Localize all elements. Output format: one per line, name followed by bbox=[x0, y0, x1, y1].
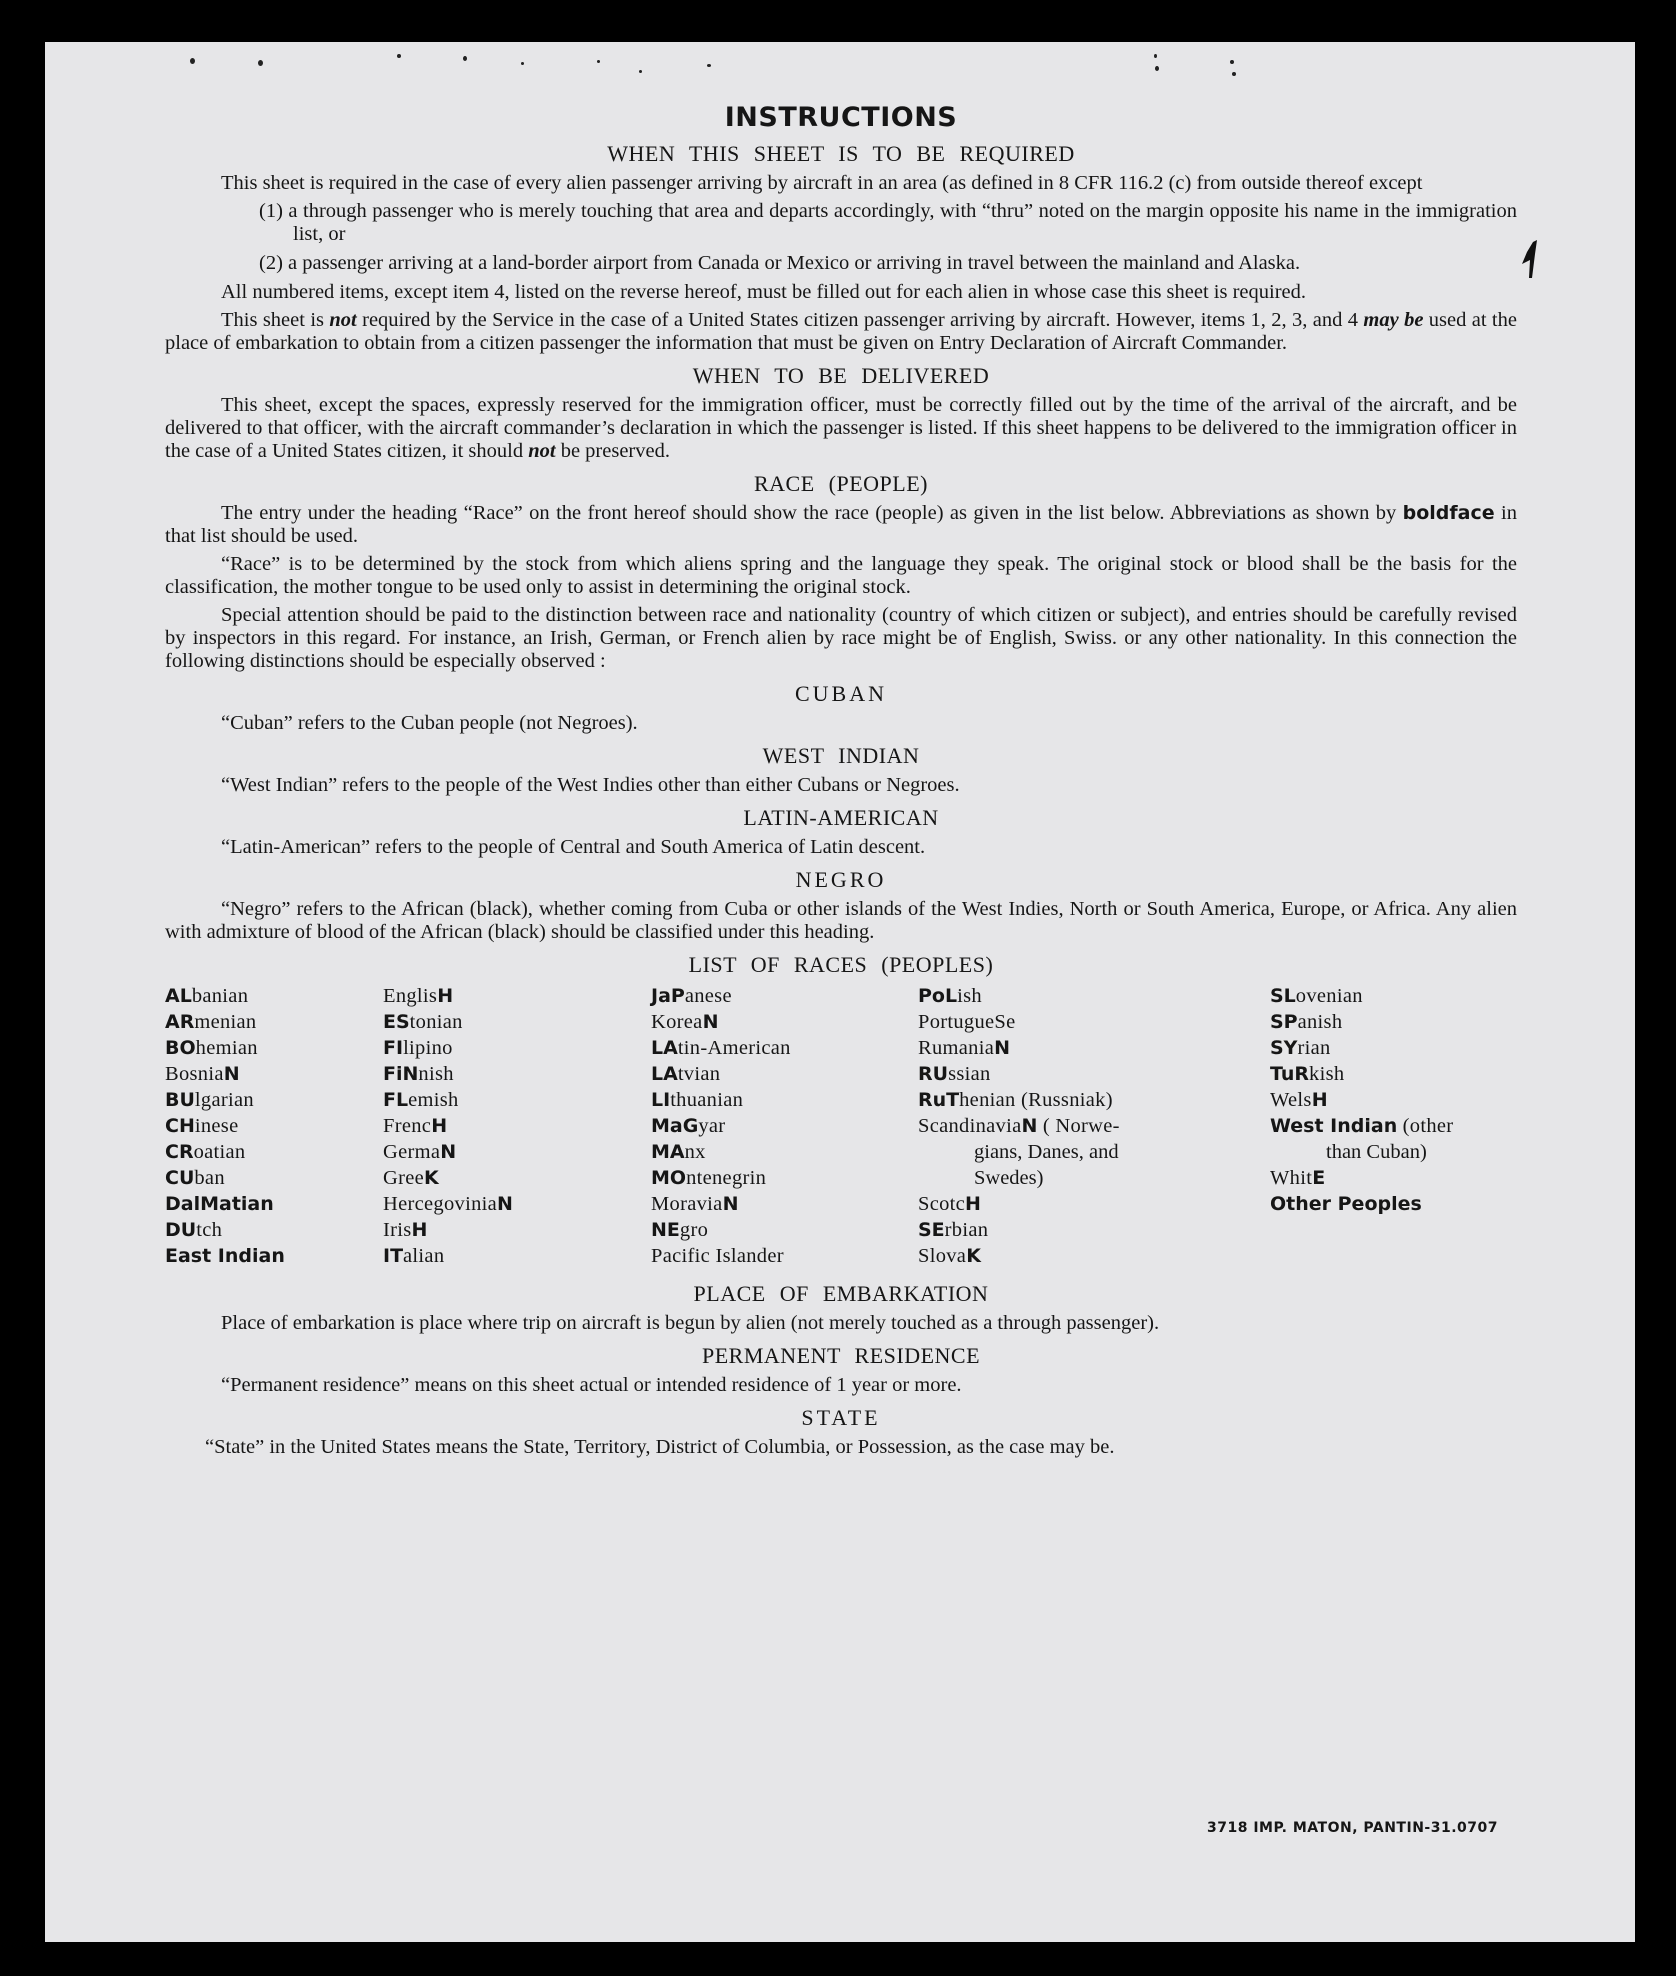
negro-definition: “Negro” refers to the African (black), whether coming from Cuba or other islands of the West Indies, North or South America, Europe, or Africa. Any alien with admixture of blood of the African (black) should be classified under this heading. bbox=[165, 898, 1517, 943]
race-abbreviation: BU bbox=[165, 1089, 195, 1111]
race-abbreviation: JaP bbox=[651, 985, 685, 1007]
race-abbreviation: East Indian bbox=[165, 1245, 285, 1267]
race-abbreviation: LA bbox=[651, 1037, 678, 1059]
race-entry bbox=[383, 1061, 513, 1087]
citizen-text-c: used at the place of embarkation to obtain from a citizen passenger the information that must be given on Entry Declaration of Aircraft Commander. bbox=[165, 309, 1517, 354]
numbered-items-paragraph: All numbered items, except item 4, listed on the reverse hereof, must be filled out for each alien in whose case this sheet is required. bbox=[221, 281, 1307, 303]
race-abbreviation: FiN bbox=[383, 1063, 419, 1085]
race-entry bbox=[165, 1087, 285, 1113]
race-abbreviation: RU bbox=[918, 1063, 949, 1085]
race-entry-continuation: Swedes) bbox=[974, 1167, 1044, 1189]
race-abbreviation: AR bbox=[165, 1011, 195, 1033]
race-abbreviation: TuR bbox=[1270, 1063, 1310, 1085]
required-intro: This sheet is required in the case of every alien passenger arriving by aircraft in an area (as defined in 8 CFR 116.2 (c) from outside thereof except bbox=[221, 172, 1423, 194]
scan-speck bbox=[1155, 66, 1159, 71]
race-name-text: Moravia bbox=[651, 1193, 723, 1215]
west-indian-definition: “West Indian” refers to the people of the West Indies other than either Cubans or Negroes. bbox=[221, 774, 960, 796]
race-entry bbox=[165, 1191, 285, 1217]
race-entry bbox=[165, 983, 285, 1009]
scan-speck bbox=[639, 70, 642, 73]
race-abbreviation: MA bbox=[651, 1141, 685, 1163]
race-entry bbox=[918, 983, 1120, 1009]
race-entry bbox=[651, 1113, 791, 1139]
race-abbreviation: H bbox=[411, 1219, 428, 1241]
required-exception-1: (1) a through passenger who is merely touching that area and departs accordingly, with “thru” noted on the margin opposite his name in the immigration list, or bbox=[259, 200, 1517, 245]
scan-speck bbox=[463, 56, 467, 61]
race-name-text: oatian bbox=[193, 1141, 246, 1163]
race-entry bbox=[918, 1061, 1120, 1087]
race-name-text: anese bbox=[684, 985, 732, 1007]
race-entry bbox=[918, 1113, 1120, 1139]
race-entry bbox=[165, 1113, 285, 1139]
race-abbreviation: DalMatian bbox=[165, 1193, 274, 1215]
race-p1-text-a: The entry under the heading “Race” on the front hereof should show the race (people) as given in the list below. Abbreviations as shown by bbox=[221, 502, 1403, 524]
race-name-text: ban bbox=[194, 1167, 225, 1189]
race-entry bbox=[918, 1087, 1120, 1113]
scan-speck bbox=[1154, 54, 1157, 58]
race-name-text: ntenegrin bbox=[686, 1167, 767, 1189]
race-abbreviation: K bbox=[966, 1245, 981, 1267]
race-abbreviation: H bbox=[431, 1115, 448, 1137]
race-entry bbox=[651, 1061, 791, 1087]
section-heading-when-required: WHEN THIS SHEET IS TO BE REQUIRED bbox=[607, 141, 1075, 166]
scan-speck bbox=[521, 62, 524, 65]
race-name-text: anish bbox=[1297, 1011, 1343, 1033]
race-abbreviation: N bbox=[722, 1193, 739, 1215]
race-name-text: lipino bbox=[403, 1037, 453, 1059]
race-entry bbox=[651, 983, 791, 1009]
race-abbreviation: Other Peoples bbox=[1270, 1193, 1422, 1215]
race-entry bbox=[1270, 1165, 1453, 1191]
race-abbreviation: FL bbox=[383, 1089, 409, 1111]
race-abbreviation: SP bbox=[1270, 1011, 1298, 1033]
race-p1-text-b: in that list should be used. bbox=[165, 502, 1517, 547]
race-abbreviation: RuT bbox=[918, 1089, 960, 1111]
race-abbreviation: MaG bbox=[651, 1115, 699, 1137]
race-abbreviation: CR bbox=[165, 1141, 194, 1163]
race-abbreviation: N bbox=[497, 1193, 513, 1215]
race-name-text: lgarian bbox=[194, 1089, 254, 1111]
race-abbreviation: N bbox=[994, 1037, 1011, 1059]
latin-american-definition: “Latin-American” refers to the people of Central and South America of Latin descent. bbox=[221, 836, 926, 858]
citizen-emphasis-may-be: may be bbox=[1363, 309, 1424, 331]
race-entry bbox=[383, 983, 513, 1009]
scan-speck bbox=[707, 64, 711, 67]
race-entry bbox=[1270, 1035, 1453, 1061]
race-abbreviation: ES bbox=[383, 1011, 410, 1033]
race-entry bbox=[1270, 983, 1453, 1009]
race-abbreviation: LI bbox=[651, 1089, 671, 1111]
race-abbreviation: LA bbox=[651, 1063, 678, 1085]
race-entry bbox=[1270, 1087, 1453, 1113]
race-name-text: kish bbox=[1309, 1063, 1345, 1085]
races-list-heading: LIST OF RACES (PEOPLES) bbox=[688, 952, 994, 977]
scan-speck bbox=[258, 60, 263, 66]
required-exception-2: (2) a passenger arriving at a land-border airport from Canada or Mexico or arriving in travel between the mainland and Alaska. bbox=[259, 252, 1301, 274]
race-name-text: nx bbox=[684, 1141, 706, 1163]
delivered-text-b: be preserved. bbox=[555, 440, 670, 462]
scan-speck bbox=[1230, 60, 1234, 64]
race-entry bbox=[383, 1191, 513, 1217]
race-name-text: ovenian bbox=[1295, 985, 1363, 1007]
race-name-text: nish bbox=[418, 1063, 454, 1085]
document-page bbox=[45, 42, 1635, 1942]
race-abbreviation: SL bbox=[1270, 985, 1296, 1007]
race-name-text: Englis bbox=[383, 985, 438, 1007]
race-entry bbox=[165, 1243, 285, 1269]
race-abbreviation: BO bbox=[165, 1037, 196, 1059]
race-entry bbox=[383, 1009, 513, 1035]
race-abbreviation: West Indian bbox=[1270, 1115, 1398, 1137]
race-abbreviation: CH bbox=[165, 1115, 195, 1137]
embarkation-definition: Place of embarkation is place where trip on aircraft is begun by alien (not merely touched as a through passenger). bbox=[221, 1312, 1160, 1334]
race-paragraph-2: “Race” is to be determined by the stock from which aliens spring and the language they speak. The original stock or blood shall be the basis for the classification, the mother tongue to be used only to assist in determining the original stock. bbox=[165, 553, 1517, 598]
race-name-text: tch bbox=[196, 1219, 223, 1241]
scan-speck bbox=[1232, 72, 1236, 76]
race-entry bbox=[1270, 1061, 1453, 1087]
print-code: 3718 IMP. MATON, PANTIN-31.0707 bbox=[1207, 1820, 1498, 1836]
race-name-text: Korea bbox=[651, 1011, 703, 1033]
delivered-text-a: This sheet, except the spaces, expressly reserved for the immigration officer, must be correctly filled out by the time of the arrival of the aircraft, and be delivered to that officer, with the aircraft commander’s declaration in which the passenger is listed. If this sheet happens to be delivered to the immigration officer in the case of a United States citizen, it should bbox=[165, 394, 1517, 462]
race-abbreviation: AL bbox=[165, 985, 192, 1007]
race-abbreviation: K bbox=[424, 1167, 439, 1189]
race-entry bbox=[165, 1139, 285, 1165]
race-name-text: Whit bbox=[1270, 1167, 1313, 1189]
citizen-text-b: required by the Service in the case of a United States citizen passenger arriving by aircraft. However, items 1, 2, 3, and 4 bbox=[356, 309, 1364, 331]
race-entry bbox=[383, 1113, 513, 1139]
race-name-text: tvian bbox=[677, 1063, 721, 1085]
race-abbreviation: H bbox=[1311, 1089, 1328, 1111]
delivered-emphasis-not: not bbox=[528, 440, 556, 462]
race-abbreviation: MO bbox=[651, 1167, 687, 1189]
race-name-text: (other bbox=[1397, 1115, 1454, 1137]
race-abbreviation: PoL bbox=[918, 985, 958, 1007]
race-entry bbox=[1270, 1009, 1453, 1035]
section-heading-race: RACE (PEOPLE) bbox=[754, 471, 928, 496]
race-name-text: Rumania bbox=[918, 1037, 995, 1059]
section-heading-embarkation: PLACE OF EMBARKATION bbox=[693, 1281, 989, 1306]
race-name-text: Slova bbox=[918, 1245, 967, 1267]
race-name-text: yar bbox=[698, 1115, 726, 1137]
races-column-1 bbox=[165, 983, 285, 1269]
race-abbreviation: N bbox=[440, 1141, 457, 1163]
race-entry bbox=[383, 1139, 513, 1165]
race-name-text: Iris bbox=[383, 1219, 412, 1241]
race-entry bbox=[918, 1191, 1120, 1217]
race-entry bbox=[165, 1061, 285, 1087]
race-name-text: Hercegovinia bbox=[383, 1193, 498, 1215]
race-name-text: gro bbox=[679, 1219, 709, 1241]
race-entry bbox=[918, 1217, 1120, 1243]
citizen-text-a: This sheet is bbox=[221, 309, 330, 331]
races-list bbox=[165, 983, 1517, 1273]
race-name-text: Scandinavia bbox=[918, 1115, 1022, 1137]
race-paragraph-1 bbox=[165, 502, 1517, 548]
race-entry bbox=[165, 1035, 285, 1061]
race-name-text: tonian bbox=[409, 1011, 463, 1033]
ink-mark bbox=[1519, 240, 1539, 280]
section-heading-state: STATE bbox=[801, 1405, 881, 1430]
race-name-text: Bosnia bbox=[165, 1063, 224, 1085]
race-entry bbox=[651, 1217, 791, 1243]
section-heading-latin-american: LATIN-AMERICAN bbox=[743, 805, 939, 830]
race-abbreviation: H bbox=[437, 985, 454, 1007]
race-entry-continuation: gians, Danes, and bbox=[974, 1141, 1119, 1163]
race-abbreviation: N bbox=[702, 1011, 719, 1033]
race-name-text: menian bbox=[194, 1011, 257, 1033]
race-name-text: rbian bbox=[944, 1219, 989, 1241]
race-paragraph-3: Special attention should be paid to the distinction between race and nationality (country of which citizen or subject), and entries should be carefully revised by inspectors in this regard. For instance, an Irish, German, or French alien by race might be of English, Swiss. or any other nationality. In this connection the following distinctions should be especially observed : bbox=[165, 604, 1517, 672]
race-abbreviation: CU bbox=[165, 1167, 195, 1189]
race-entry bbox=[651, 1243, 791, 1269]
residence-definition: “Permanent residence” means on this sheet actual or intended residence of 1 year or more. bbox=[221, 1374, 962, 1396]
page-title: INSTRUCTIONS bbox=[724, 102, 958, 133]
race-entry bbox=[383, 1087, 513, 1113]
race-name-text: Frenc bbox=[383, 1115, 432, 1137]
race-entry bbox=[651, 1009, 791, 1035]
cuban-definition: “Cuban” refers to the Cuban people (not Negroes). bbox=[221, 712, 638, 734]
race-entry bbox=[383, 1035, 513, 1061]
race-entry-suffix: ( Norwe- bbox=[1037, 1115, 1120, 1137]
race-entry bbox=[383, 1165, 513, 1191]
race-name-text: henian (Russniak) bbox=[959, 1089, 1113, 1111]
race-name-text: hemian bbox=[195, 1037, 258, 1059]
instructions-content bbox=[165, 102, 1517, 1464]
scan-speck bbox=[597, 60, 600, 63]
state-definition: “State” in the United States means the State, Territory, District of Columbia, or Possession, as the case may be. bbox=[205, 1436, 1115, 1458]
race-entry bbox=[165, 1009, 285, 1035]
race-entry bbox=[918, 1009, 1120, 1035]
race-name-text: Pacific Islander bbox=[651, 1245, 784, 1267]
section-heading-west-indian: WEST INDIAN bbox=[762, 743, 920, 768]
race-abbreviation: SY bbox=[1270, 1037, 1298, 1059]
race-name-text: Wels bbox=[1270, 1089, 1312, 1111]
races-column-3 bbox=[651, 983, 791, 1269]
races-column-5 bbox=[1270, 983, 1453, 1217]
race-abbreviation: N bbox=[1021, 1115, 1038, 1137]
citizen-emphasis-not: not bbox=[329, 309, 357, 331]
race-abbreviation: SE bbox=[918, 1219, 945, 1241]
race-abbreviation: IT bbox=[383, 1245, 404, 1267]
scan-speck bbox=[397, 54, 401, 58]
race-name-text: tin-American bbox=[677, 1037, 791, 1059]
race-entry bbox=[651, 1191, 791, 1217]
race-entry bbox=[1270, 1113, 1453, 1139]
race-name-text: Scotc bbox=[918, 1193, 966, 1215]
race-abbreviation: N bbox=[223, 1063, 240, 1085]
citizen-paragraph bbox=[165, 309, 1517, 355]
race-entry bbox=[651, 1087, 791, 1113]
section-heading-when-delivered: WHEN TO BE DELIVERED bbox=[692, 363, 990, 388]
race-entry bbox=[165, 1165, 285, 1191]
race-name-text: ssian bbox=[948, 1063, 991, 1085]
section-heading-cuban: CUBAN bbox=[794, 681, 887, 706]
race-entry bbox=[1270, 1191, 1453, 1217]
race-abbreviation: NE bbox=[651, 1219, 680, 1241]
races-column-2 bbox=[383, 983, 513, 1269]
race-abbreviation: DU bbox=[165, 1219, 197, 1241]
race-entry bbox=[651, 1165, 791, 1191]
race-entry-continuation: than Cuban) bbox=[1326, 1141, 1427, 1163]
race-name-text: Germa bbox=[383, 1141, 441, 1163]
scan-speck bbox=[190, 58, 195, 64]
race-entry bbox=[918, 1243, 1120, 1269]
race-abbreviation: FI bbox=[383, 1037, 404, 1059]
section-heading-permanent-residence: PERMANENT RESIDENCE bbox=[701, 1343, 981, 1368]
race-name-text: inese bbox=[194, 1115, 239, 1137]
race-abbreviation: H bbox=[965, 1193, 981, 1215]
race-abbreviation: E bbox=[1312, 1167, 1326, 1189]
race-name-text: emish bbox=[408, 1089, 459, 1111]
race-entry bbox=[918, 1035, 1120, 1061]
race-entry bbox=[383, 1217, 513, 1243]
race-name-text: ish bbox=[957, 985, 982, 1007]
race-name-text: thuanian bbox=[670, 1089, 744, 1111]
race-entry bbox=[165, 1217, 285, 1243]
race-p1-boldface: boldface bbox=[1402, 502, 1495, 524]
race-entry bbox=[651, 1139, 791, 1165]
races-column-4 bbox=[918, 983, 1120, 1269]
race-name-text: rian bbox=[1297, 1037, 1331, 1059]
race-name-text: alian bbox=[403, 1245, 445, 1267]
race-name-text: Gree bbox=[383, 1167, 425, 1189]
race-name-text: banian bbox=[191, 985, 249, 1007]
delivered-paragraph bbox=[165, 394, 1517, 463]
race-entry bbox=[383, 1243, 513, 1269]
race-entry bbox=[651, 1035, 791, 1061]
race-name-text: PortugueSe bbox=[918, 1011, 1016, 1033]
section-heading-negro: NEGRO bbox=[795, 867, 887, 892]
